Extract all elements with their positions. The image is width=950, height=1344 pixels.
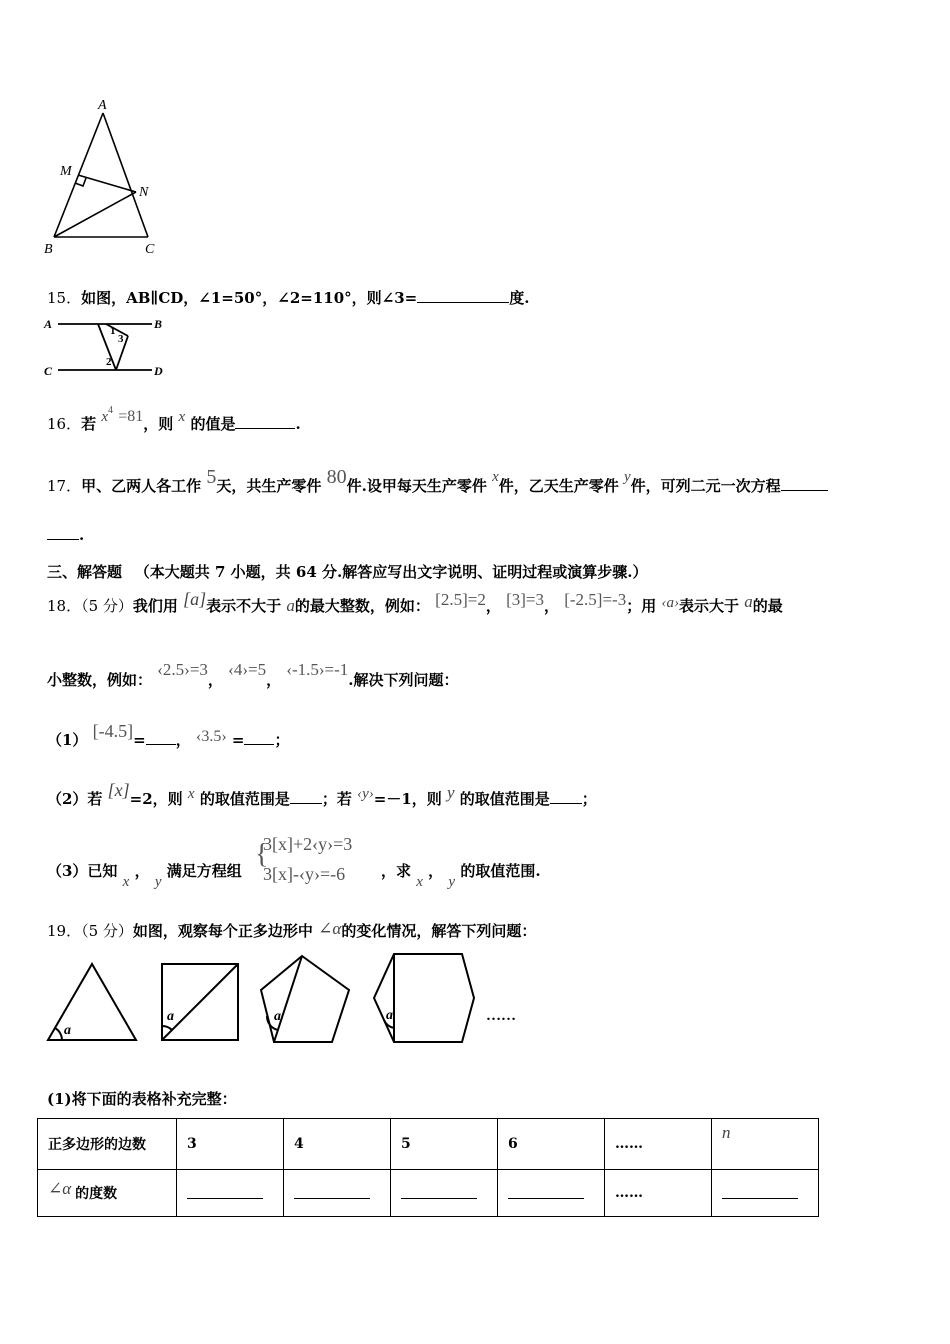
question-17-continued	[47, 525, 84, 544]
answer-blank-1[interactable]	[146, 730, 176, 745]
angle-label-square: a	[167, 1009, 174, 1024]
example-6: ‹-1.5›=-1	[286, 660, 349, 679]
question-number: 17．	[47, 477, 82, 495]
text-l2a: 小整数，例如：	[47, 671, 153, 689]
math-ceil-a: ‹a›	[661, 595, 679, 611]
math-angle-alpha: ∠α	[318, 919, 342, 938]
question-18-part-2	[47, 781, 597, 817]
math-floor-neg-4-5: [-4.5]	[92, 721, 134, 741]
section-3-header	[47, 561, 647, 582]
question-number: 15．	[47, 289, 82, 307]
label-N: N	[139, 185, 149, 200]
text-2: ，求	[381, 862, 412, 880]
table-row-angle	[38, 1170, 819, 1217]
cell-angle-ellipsis: ……	[605, 1170, 712, 1217]
label-M: M	[60, 164, 72, 179]
angle-label-1: 1	[110, 325, 116, 337]
angle-label-3: 3	[118, 333, 124, 345]
math-80: 80	[326, 466, 347, 488]
math-x: x	[101, 409, 109, 425]
part-end: ；	[581, 790, 597, 808]
text-5: 表示大于	[678, 597, 739, 615]
label-B: B	[44, 242, 53, 257]
part-label: （1）	[47, 731, 88, 749]
text-3: ；若	[321, 790, 352, 808]
text-4: ；用	[626, 597, 657, 615]
label-C: C	[145, 242, 155, 257]
text-2: 的变化情况，解答下列问题：	[341, 922, 537, 940]
label-A: A	[98, 98, 107, 113]
text-1: 甲、乙两人各工作	[81, 477, 202, 495]
question-text-end: 度.	[509, 289, 530, 307]
text-1: =2，则	[129, 790, 183, 808]
question-18-line-1: 18．（5 分）我们用 [a]表示不大于 a的最大整数，例如： [2.5]=2， [3]=3， [-2.5]=-3；用 ‹a›表示大于 a的最	[47, 589, 783, 615]
label-A: A	[44, 317, 53, 331]
triangle-figure-14	[40, 95, 170, 260]
cell-sides-4: 4	[284, 1119, 391, 1170]
answer-blank[interactable]	[508, 1184, 584, 1199]
cell-angle-4[interactable]	[284, 1170, 391, 1217]
cell-angle-6[interactable]	[498, 1170, 605, 1217]
question-number: 16．	[47, 415, 82, 433]
text-suffix: 的值是	[190, 415, 236, 433]
text-3: 件.设甲每天生产零件	[346, 477, 487, 495]
figure-ellipsis: ……	[486, 1008, 516, 1024]
row-header-angle-text: 的度数	[75, 1186, 118, 1202]
row-header-angle	[38, 1170, 177, 1217]
equals-2: =	[231, 731, 245, 749]
answer-blank[interactable]	[401, 1184, 477, 1199]
question-18-part-1	[47, 722, 289, 758]
math-ceil-y: ‹y›	[357, 786, 374, 802]
question-number: 19．	[47, 922, 82, 940]
equation-1: 3[x]+2‹y›=3	[263, 834, 353, 854]
regular-polygons-figure	[40, 950, 540, 1050]
cell-sides-6: 6	[498, 1119, 605, 1170]
angle-label-pentagon: a	[274, 1009, 281, 1024]
separator: ，	[175, 731, 191, 749]
math-n: n	[722, 1123, 731, 1142]
math-floor-x: [x]	[107, 780, 130, 800]
question-15	[47, 287, 529, 308]
answer-blank[interactable]	[781, 476, 828, 491]
angle-label-hexagon: a	[386, 1008, 393, 1023]
text-5: 件，可列二元一次方程	[630, 477, 781, 495]
part-label: （3）已知	[47, 862, 118, 880]
angle-label-triangle: a	[64, 1023, 71, 1038]
question-18-part-3-end	[381, 860, 541, 890]
text-4: =－1，则	[373, 790, 442, 808]
math-equals-81: =81	[118, 408, 144, 425]
text-mid: ，则	[143, 415, 174, 433]
answer-blank-1[interactable]	[290, 789, 322, 804]
example-5: ‹4›=5	[228, 660, 267, 679]
answer-blank[interactable]	[722, 1184, 798, 1199]
cell-sides-ellipsis: ……	[605, 1119, 712, 1170]
text-end: .	[79, 526, 85, 544]
comma: ，	[134, 862, 150, 880]
text-prefix: 若	[81, 415, 97, 433]
math-x: x	[122, 874, 130, 890]
question-number: 18．	[47, 597, 82, 615]
math-5: 5	[206, 466, 217, 488]
answer-blank-2[interactable]	[550, 789, 582, 804]
math-a-2: a	[744, 592, 753, 611]
label-D: D	[154, 364, 163, 378]
math-y: y	[154, 874, 162, 890]
question-score: （5 分）	[81, 597, 133, 615]
text-1: 如图，观察每个正多边形中	[132, 922, 313, 940]
cell-sides-5: 5	[391, 1119, 498, 1170]
math-y: y	[623, 469, 631, 485]
cell-sides-n	[712, 1119, 819, 1170]
cell-sides-3: 3	[177, 1119, 284, 1170]
text-5: 的取值范围是	[459, 790, 550, 808]
text-3: 的取值范围.	[460, 862, 541, 880]
row-header-sides: 正多边形的边数	[38, 1119, 177, 1170]
math-exponent: 4	[108, 405, 114, 416]
math-angle-alpha: ∠α	[48, 1179, 72, 1198]
label-C: C	[44, 364, 53, 378]
question-19	[47, 920, 536, 941]
answer-blank-continued[interactable]	[47, 525, 79, 540]
section-title: 三、解答题	[47, 563, 123, 581]
answer-blank[interactable]	[417, 288, 509, 303]
text-2: 表示不大于	[206, 597, 282, 615]
polygon-angle-table	[37, 1118, 819, 1217]
equals: =	[133, 731, 146, 749]
question-18-line-2: 小整数，例如： ‹2.5›=3， ‹4›=5， ‹-1.5›=-1.解决下列问题：	[47, 660, 459, 689]
part-label: （2）若	[47, 790, 103, 808]
math-ceil-3-5: ‹3.5›	[195, 728, 227, 745]
math-x: x	[492, 469, 499, 485]
cell-angle-5[interactable]	[391, 1170, 498, 1217]
question-19-part-1: (1)将下面的表格补充完整：	[47, 1090, 237, 1108]
text-2: 的取值范围是	[199, 790, 290, 808]
math-y-2: y	[448, 874, 456, 890]
cell-angle-n[interactable]	[712, 1170, 819, 1217]
question-17	[47, 468, 828, 504]
text-1: 我们用	[132, 597, 178, 615]
example-4: ‹2.5›=3	[157, 660, 208, 679]
answer-blank-2[interactable]	[244, 730, 274, 745]
math-x: x	[187, 786, 195, 802]
answer-blank[interactable]	[294, 1184, 370, 1199]
text-4: 件，乙天生产零件	[498, 477, 619, 495]
label-B: B	[154, 317, 163, 331]
math-a: a	[286, 596, 295, 615]
text-3: 的最大整数，例如：	[294, 597, 430, 615]
answer-blank[interactable]	[187, 1184, 263, 1199]
parallel-lines-figure-15	[40, 314, 170, 380]
text-2: 天，共生产零件	[216, 477, 322, 495]
answer-blank[interactable]	[235, 414, 295, 429]
text-l2b: .解决下列问题：	[348, 671, 459, 689]
question-text: 如图，AB∥CD，∠1=50°，∠2=110°，则∠3=	[81, 289, 418, 307]
math-x-2: x	[416, 874, 423, 890]
math-x-2: x	[178, 409, 186, 425]
table-row-sides	[38, 1119, 819, 1170]
example-3: [-2.5]=-3	[564, 590, 627, 609]
part-end: ；	[274, 731, 290, 749]
question-score: （5 分）	[81, 922, 133, 940]
example-1: [2.5]=2	[435, 590, 486, 609]
math-floor-a: [a]	[183, 589, 207, 609]
question-18-part-3	[47, 860, 242, 890]
example-2: [3]=3	[506, 590, 544, 609]
math-y: y	[447, 783, 455, 802]
system-brace: {	[255, 839, 269, 870]
text-end: .	[295, 415, 301, 433]
equation-2: 3[x]-‹y›=-6	[263, 864, 346, 884]
section-note: （本大题共 7 小题，共 64 分.解答应写出文字说明、证明过程或演算步骤.）	[134, 563, 648, 581]
comma-2: ，	[428, 862, 444, 880]
question-16	[47, 405, 301, 443]
text-1: 满足方程组	[166, 862, 242, 880]
text-6: 的最	[752, 597, 783, 615]
cell-angle-3[interactable]	[177, 1170, 284, 1217]
angle-label-2: 2	[106, 356, 112, 368]
